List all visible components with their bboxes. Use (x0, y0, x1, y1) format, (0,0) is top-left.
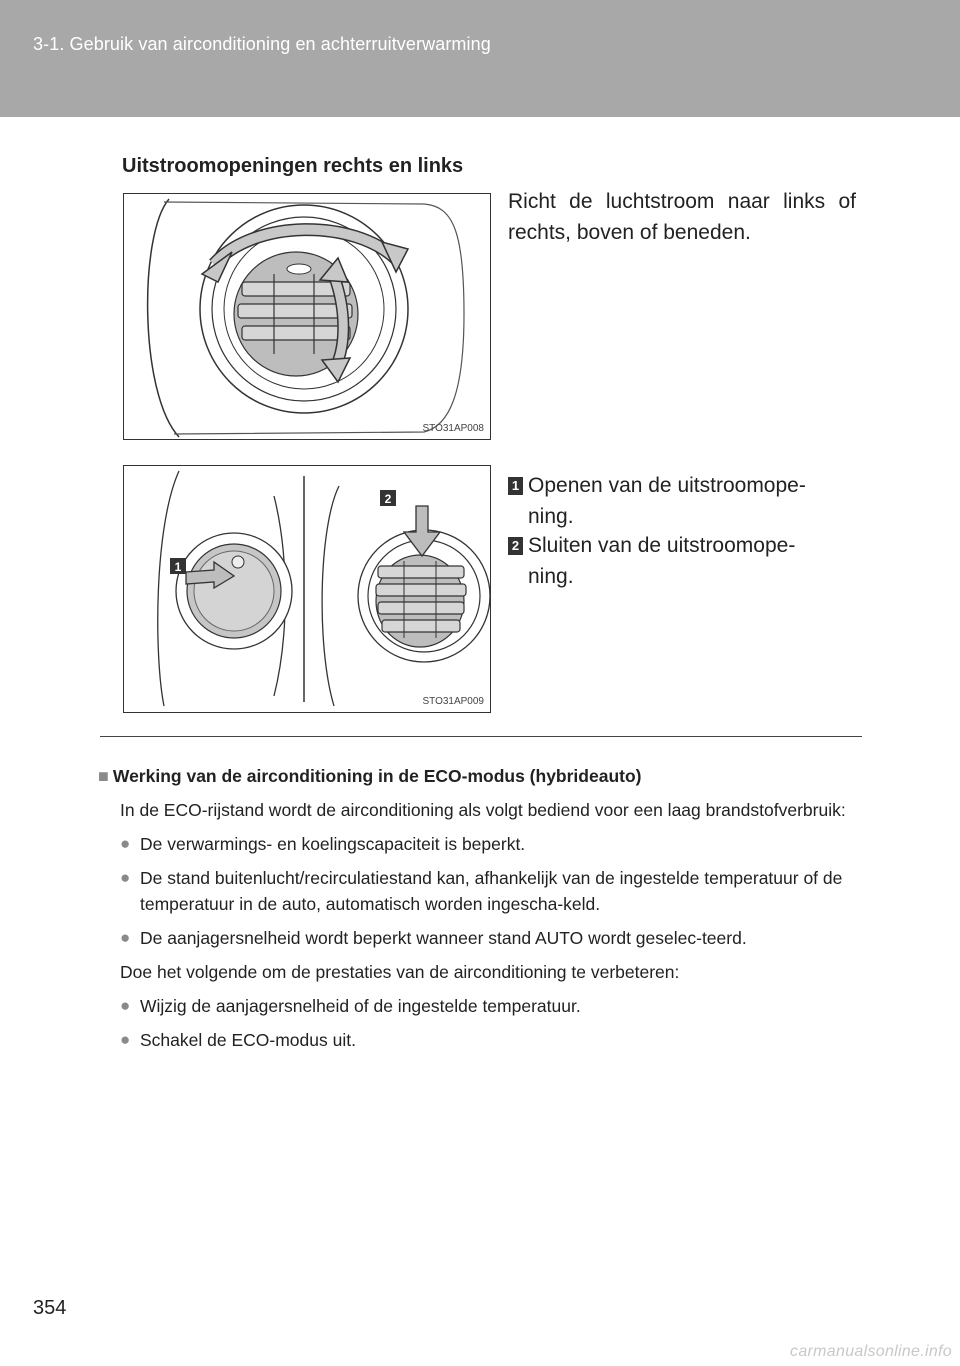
step-close (508, 530, 858, 592)
list-item-text: Wijzig de aanjagersnelheid of de ingestelde temperatuur. (140, 996, 581, 1016)
list-item-text: Schakel de ECO-modus uit. (140, 1030, 356, 1050)
step-text-continued: ning. (528, 565, 574, 588)
note-intro: In de ECO-rijstand wordt de airconditioning als volgt bediend voor een laag brandstofverbruik: (120, 800, 846, 820)
note-intro-2: Doe het volgende om de prestaties van de airconditioning te verbeteren: (120, 962, 680, 982)
circle-bullet-icon: ● (120, 1030, 131, 1049)
page-number: 354 (33, 1297, 67, 1319)
section-description: Richt de luchtstroom naar links of rechts, boven of beneden. (508, 190, 856, 244)
step-number-badge: 2 (508, 537, 523, 555)
section-title: Uitstroomopeningen rechts en links (122, 155, 464, 177)
step-text: Sluiten van de uitstroomope- (528, 534, 796, 557)
circle-bullet-icon: ● (120, 868, 131, 887)
list-item (120, 1027, 863, 1053)
circle-bullet-icon: ● (120, 928, 131, 947)
vent-direction-illustration (124, 194, 490, 439)
watermark[interactable]: carmanualsonline.info (790, 1343, 952, 1360)
section-divider (100, 736, 862, 737)
figure-code: STO31AP008 (422, 423, 484, 434)
note-heading (98, 763, 863, 789)
eco-mode-note (98, 763, 863, 1053)
vent-open-close-figure (123, 465, 491, 713)
step-text: Openen van de uitstroomope- (528, 474, 806, 497)
list-item (120, 925, 863, 951)
callout-2-label: 2 (384, 492, 392, 506)
chapter-title: 3-1. Gebruik van airconditioning en achterruitverwarming (33, 34, 491, 54)
vent-open-close-illustration (124, 466, 490, 712)
list-item-text: De aanjagersnelheid wordt beperkt wanneer stand AUTO wordt geselec-teerd. (140, 928, 747, 948)
list-item (120, 865, 863, 917)
note-heading-text: Werking van de airconditioning in de ECO-modus (hybrideauto) (112, 766, 642, 786)
page-header (0, 0, 960, 117)
list-item-text: De stand buitenlucht/recirculatiestand kan, afhankelijk van de ingestelde temperatuur of de temperatuur in de auto, automatisch worden ingescha-keld. (140, 868, 843, 914)
circle-bullet-icon: ● (120, 834, 131, 853)
callout-1-label: 1 (174, 560, 182, 574)
square-bullet-icon: ■ (98, 766, 109, 786)
step-text-continued: ning. (528, 505, 574, 528)
vent-direction-figure (123, 193, 491, 440)
list-item-text: De verwarmings- en koelingscapaciteit is beperkt. (140, 834, 526, 854)
circle-bullet-icon: ● (120, 996, 131, 1015)
figure-code: STO31AP009 (422, 696, 484, 707)
list-item (120, 831, 863, 857)
step-open (508, 470, 858, 532)
step-number-badge: 1 (508, 477, 523, 495)
list-item (120, 993, 863, 1019)
